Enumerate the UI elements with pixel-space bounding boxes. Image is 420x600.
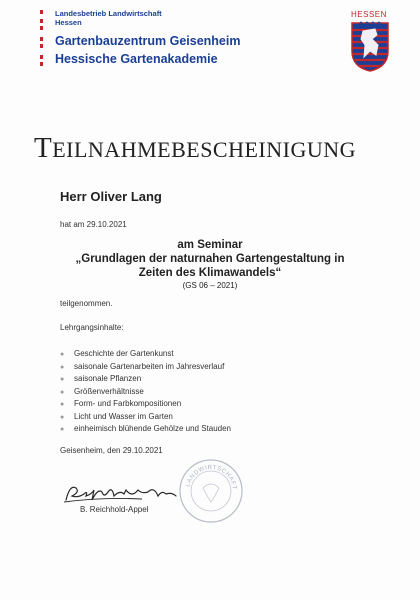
seminar-intro: am Seminar	[177, 239, 243, 251]
title-rest: EILNAHMEBESCHEINIGUNG	[52, 137, 357, 162]
topic-text: Licht und Wasser im Garten	[74, 411, 173, 421]
seminar-title-line1: „Grundlagen der naturnahen Gartengestaltung in	[75, 253, 345, 265]
topic-text: Geschichte der Gartenkunst	[74, 349, 174, 358]
bullet-icon: ●	[60, 376, 65, 383]
topic-text: Größenverhältnisse	[74, 386, 144, 396]
red-marker	[40, 62, 43, 66]
attendance-date: hat am 29.10.2021	[60, 220, 127, 229]
list-item	[60, 361, 231, 374]
list-item	[60, 373, 231, 386]
red-marker	[40, 44, 43, 48]
red-marker	[40, 19, 43, 23]
signer-name: B. Reichhold-Appel	[80, 505, 149, 514]
official-stamp-icon	[178, 458, 244, 524]
topics-list	[60, 348, 231, 436]
list-item	[60, 398, 231, 411]
handwritten-signature	[62, 478, 182, 508]
org-name-line4: Hessische Gartenakademie	[55, 52, 218, 66]
topic-text: saisonale Gartenarbeiten im Jahresverlauf	[74, 361, 225, 371]
bullet-icon: ●	[60, 413, 65, 421]
document-title	[34, 132, 356, 165]
stamp-text: LANDWIRTSCHAFT	[185, 464, 238, 491]
hessen-lion-crest-icon	[350, 21, 390, 73]
topic-text: Form- und Farbkompositionen	[74, 399, 182, 408]
topic-text: saisonale Pflanzen	[74, 374, 142, 383]
red-marker	[40, 55, 43, 59]
list-item	[60, 386, 231, 399]
bullet-icon: ●	[60, 388, 65, 396]
seminar-block	[60, 238, 360, 291]
bullet-icon: ●	[60, 426, 65, 433]
place-and-date: Geisenheim, den 29.10.2021	[60, 446, 163, 455]
topic-text: einheimisch blühende Gehölze und Stauden	[74, 424, 232, 433]
list-item	[60, 411, 231, 424]
contents-label: Lehrgangsinhalte:	[60, 323, 124, 332]
recipient-name: Herr Oliver Lang	[60, 189, 162, 204]
title-initial: T	[34, 132, 53, 164]
bullet-icon: ●	[60, 363, 65, 371]
bullet-icon: ●	[60, 351, 65, 358]
seminar-title-line2: Zeiten des Klimawandels“	[138, 267, 282, 279]
svg-text:LANDWIRTSCHAFT	[185, 465, 237, 490]
red-marker	[40, 10, 43, 14]
red-marker	[40, 26, 43, 30]
org-name-line3: Gartenbauzentrum Geisenheim	[55, 34, 241, 48]
red-marker	[40, 37, 43, 41]
participated-text: teilgenommen.	[60, 299, 113, 308]
list-item	[60, 423, 231, 436]
seminar-code: (GS 06 – 2021)	[182, 281, 238, 290]
list-item	[60, 348, 231, 361]
org-name-line2: Hessen	[55, 18, 82, 27]
state-label: HESSEN	[351, 10, 387, 19]
org-name-line1: Landesbetrieb Landwirtschaft	[55, 9, 162, 18]
bullet-icon: ●	[60, 401, 65, 408]
